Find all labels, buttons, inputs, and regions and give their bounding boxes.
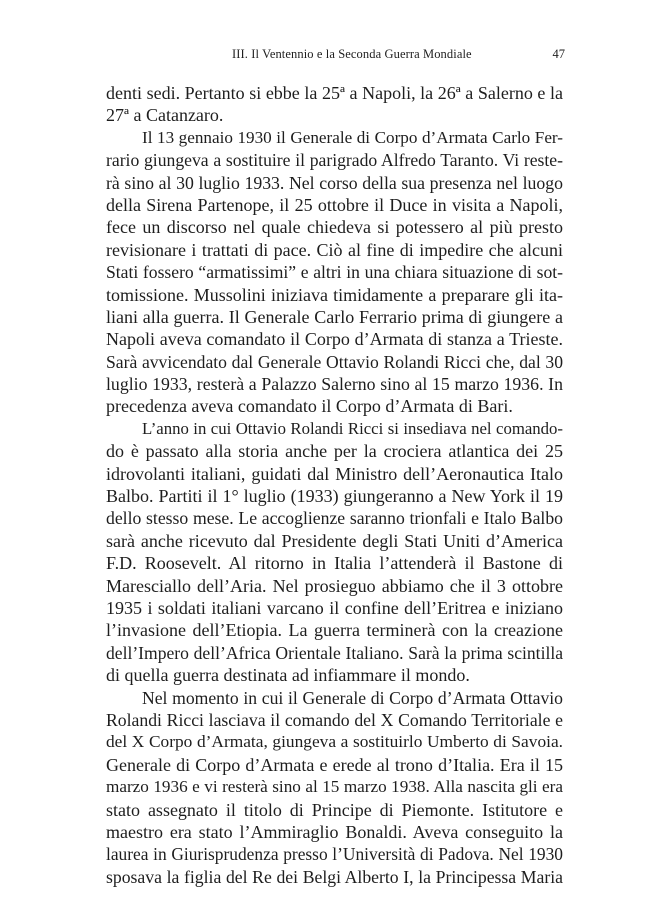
text-line: Maresciallo dell’Aria. Nel prosieguo abbiamo che il 3 ottobre: [106, 575, 563, 596]
text-line: Balbo. Partiti il 1° luglio (1933) giungeranno a New York il 19: [106, 486, 563, 507]
text-line: della Sirena Partenope, il 25 ottobre il Duce in visita a Napoli,: [106, 194, 563, 215]
text-line: Rolandi Ricci lasciava il comando del X Comando Territoriale e: [106, 709, 563, 730]
text-line: fece un discorso nel quale chiedeva si potessero al più presto: [106, 217, 563, 238]
text-line: idrovolanti italiani, guidati dal Ministro dell’Aeronautica Italo: [106, 463, 563, 484]
text-line: Stati fossero “armatissimi” e altri in una chiara situazione di sot-: [106, 262, 563, 283]
text-line: Generale di Corpo d’Armata e erede al trono d’Italia. Era il 15: [106, 754, 563, 775]
paragraph-first-line: L’anno in cui Ottavio Rolandi Ricci si insediava nel comando-: [142, 418, 563, 438]
text-line: precedenza aveva comandato il Corpo d’Armata di Bari.: [106, 396, 513, 417]
text-line: liani alla guerra. Il Generale Carlo Ferrario prima di giungere a: [106, 306, 563, 327]
text-line: di quella guerra destinata ad infiammare il mondo.: [106, 665, 470, 686]
text-line: Napoli aveva comandato il Corpo d’Armata di stanza a Trieste.: [106, 329, 563, 350]
text-line: sarà anche ricevuto dal Presidente degli Stati Uniti d’America: [106, 530, 563, 551]
page-number: 47: [552, 47, 565, 61]
text-line: rario giungeva a sostituire il parigrado Alfredo Taranto. Vi reste-: [106, 150, 563, 171]
text-line: sposava la figlia del Re dei Belgi Alberto I, la Principessa Maria: [106, 866, 563, 887]
running-header: [0, 47, 650, 67]
text-line: F.D. Roosevelt. Al ritorno in Italia l’attenderà il Bastone di: [106, 553, 563, 574]
text-line: tomissione. Mussolini iniziava timidamente a preparare gli ita-: [106, 284, 563, 305]
text-line: Sarà avvicendato dal Generale Ottavio Rolandi Ricci che, dal 30: [106, 351, 563, 372]
text-line: dello stesso mese. Le accoglienze saranno trionfali e Italo Balbo: [106, 508, 563, 529]
text-line: del X Corpo d’Armata, giungeva a sostituirlo Umberto di Savoia.: [106, 732, 563, 752]
text-line: maestro era stato l’Ammiraglio Bonaldi. Aveva conseguito la: [106, 821, 563, 842]
text-line: 27ª a Catanzaro.: [106, 105, 224, 126]
text-line: stato assegnato il titolo di Principe di Piemonte. Istitutore e: [106, 799, 563, 820]
text-line: dell’Impero dell’Africa Orientale Italiano. Sarà la prima scintilla: [106, 642, 563, 663]
text-line: do è passato alla storia anche per la crociera atlantica dei 25: [106, 441, 563, 462]
body-text: [106, 82, 563, 888]
text-line: laurea in Giurisprudenza presso l’Università di Padova. Nel 1930: [106, 844, 563, 865]
text-line: l’invasione dell’Etiopia. La guerra terminerà con la creazione: [106, 620, 563, 641]
text-line: luglio 1933, resterà a Palazzo Salerno sino al 15 marzo 1936. In: [106, 374, 563, 395]
running-title: III. Il Ventennio e la Seconda Guerra Mondiale: [232, 47, 472, 61]
text-line: marzo 1936 e vi resterà sino al 15 marzo 1938. Alla nascita gli era: [106, 777, 563, 797]
text-line: denti sedi. Pertanto si ebbe la 25ª a Napoli, la 26ª a Salerno e la: [106, 83, 563, 103]
paragraph-first-line: Nel momento in cui il Generale di Corpo d’Armata Ottavio: [142, 687, 563, 708]
text-line: 1935 i soldati italiani varcano il confine dell’Eritrea e iniziano: [106, 597, 563, 618]
paragraph-first-line: Il 13 gennaio 1930 il Generale di Corpo d’Armata Carlo Fer-: [142, 127, 563, 147]
text-line: rà sino al 30 luglio 1933. Nel corso della sua presenza nel luogo: [106, 172, 563, 193]
text-line: revisionare i trattati di pace. Ciò al fine di impedire che alcuni: [106, 239, 563, 260]
